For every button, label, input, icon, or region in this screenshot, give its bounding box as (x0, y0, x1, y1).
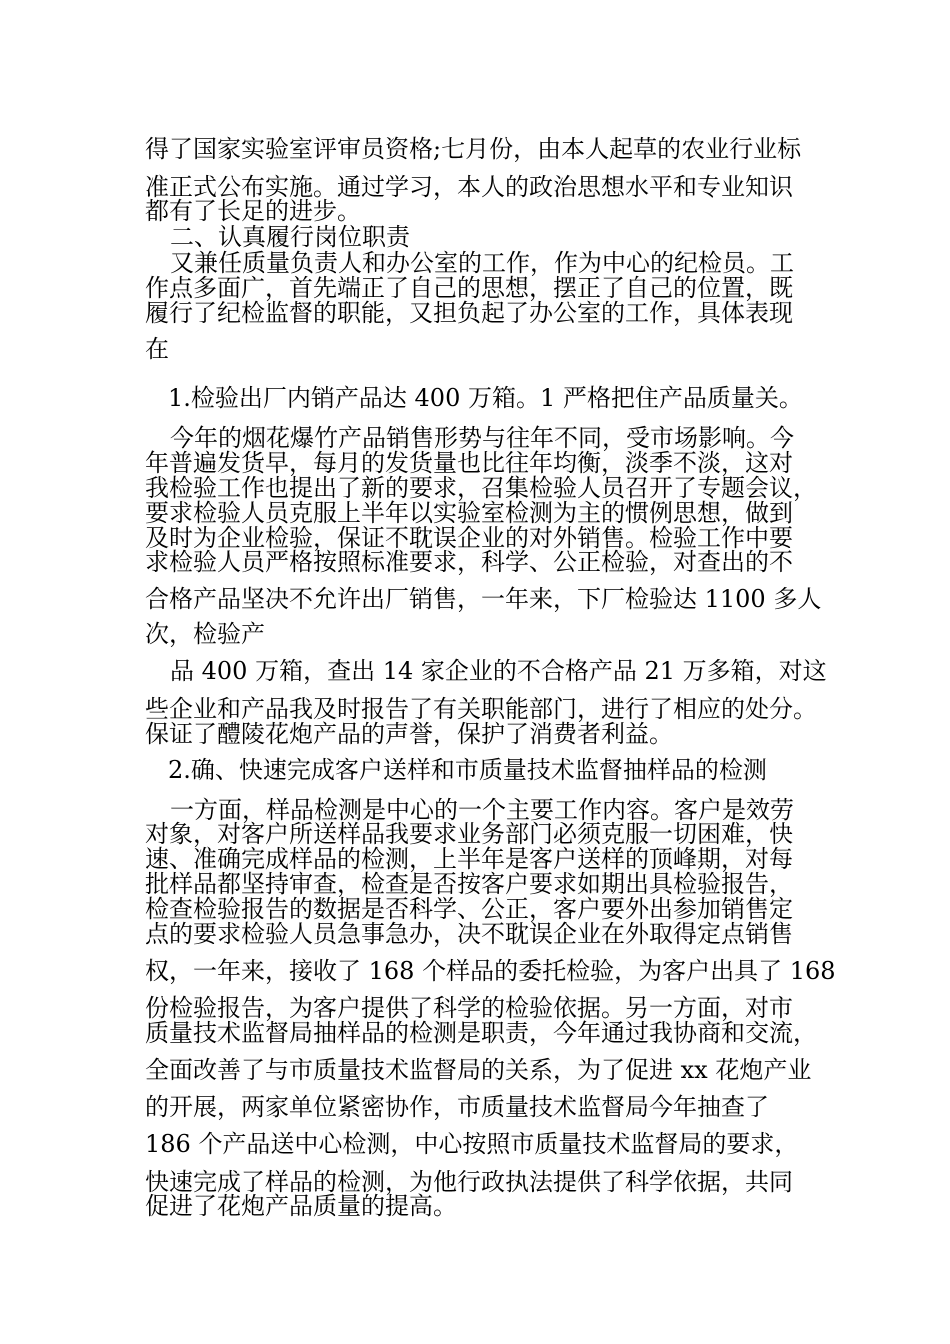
text-line: 的开展，两家单位紧密协作，市质量技术监督局今年抽查了 (145, 1093, 769, 1121)
text-line: 品 400 万箱，查出 14 家企业的不合格产品 21 万多箱，对这 (170, 657, 827, 685)
text-line: 份检验报告，为客户提供了科学的检验依据。另一方面，对市 (145, 994, 793, 1022)
subsection-heading: 2.确、快速完成客户送样和市质量技术监督抽样品的检测 (168, 756, 767, 784)
text-line: 作点多面广，首先端正了自己的思想，摆正了自己的位置，既 (145, 274, 793, 302)
text-line: 要求检验人员克服上半年以实验室检测为主的惯例思想，做到 (145, 499, 793, 527)
text-line: 权，一年来，接收了 168 个样品的委托检验，为客户出具了 168 (145, 957, 836, 985)
subsection-heading: 1.检验出厂内销产品达 400 万箱。1 严格把住产品质量关。 (168, 384, 803, 412)
text-line: 对象，对客户所送样品我要求业务部门必须克服一切困难，快 (145, 820, 793, 848)
text-line: 合格产品坚决不允许出厂销售，一年来，下厂检验达 1100 多人 (145, 585, 822, 613)
text-line: 些企业和产品我及时报告了有关职能部门，进行了相应的处分。 (145, 695, 817, 723)
text-line: 快速完成了样品的检测，为他行政执法提供了科学依据，共同 (145, 1168, 793, 1196)
text-line: 次，检验产 (145, 620, 265, 648)
text-line: 得了国家实验室评审员资格;七月份，由本人起草的农业行业标 (145, 135, 802, 163)
text-line: 又兼任质量负责人和办公室的工作，作为中心的纪检员。工 (170, 249, 794, 277)
text-line: 一方面，样品检测是中心的一个主要工作内容。客户是效劳 (170, 796, 794, 824)
text-line: 186 个产品送中心检测，中心按照市质量技术监督局的要求， (145, 1130, 799, 1158)
text-line: 促进了花炮产品质量的提高。 (145, 1192, 457, 1220)
text-line: 质量技术监督局抽样品的检测是职责，今年通过我协商和交流， (145, 1019, 817, 1047)
text-line: 求检验人员严格按照标准要求，科学、公正检验，对查出的不 (145, 548, 793, 576)
text-line: 都有了长足的进步。 (145, 197, 361, 225)
text-line: 我检验工作也提出了新的要求，召集检验人员召开了专题会议， (145, 474, 817, 502)
text-line: 检查检验报告的数据是否科学、公正，客户要外出参加销售定 (145, 895, 793, 923)
text-line: 点的要求检验人员急事急办，决不耽误企业在外取得定点销售 (145, 920, 793, 948)
text-line: 在 (145, 335, 169, 363)
section-heading: 二、认真履行岗位职责 (170, 223, 410, 251)
text-line: 批样品都坚持审查，检查是否按客户要求如期出具检验报告， (145, 870, 793, 898)
text-line: 年普遍发货早，每月的发货量也比往年均衡，淡季不淡，这对 (145, 449, 793, 477)
text-line: 及时为企业检验，保证不耽误企业的对外销售。检验工作中要 (145, 524, 793, 552)
text-line: 准正式公布实施。通过学习，本人的政治思想水平和专业知识 (145, 173, 793, 201)
text-line: 速、准确完成样品的检测，上半年是客户送样的顶峰期，对每 (145, 845, 793, 873)
text-line: 保证了醴陵花炮产品的声誉，保护了消费者利益。 (145, 720, 673, 748)
text-line: 履行了纪检监督的职能，又担负起了办公室的工作，具体表现 (145, 299, 793, 327)
text-line: 今年的烟花爆竹产品销售形势与往年不同，受市场影响。今 (170, 424, 794, 452)
text-line: 全面改善了与市质量技术监督局的关系，为了促进 xx 花炮产业 (145, 1056, 812, 1084)
